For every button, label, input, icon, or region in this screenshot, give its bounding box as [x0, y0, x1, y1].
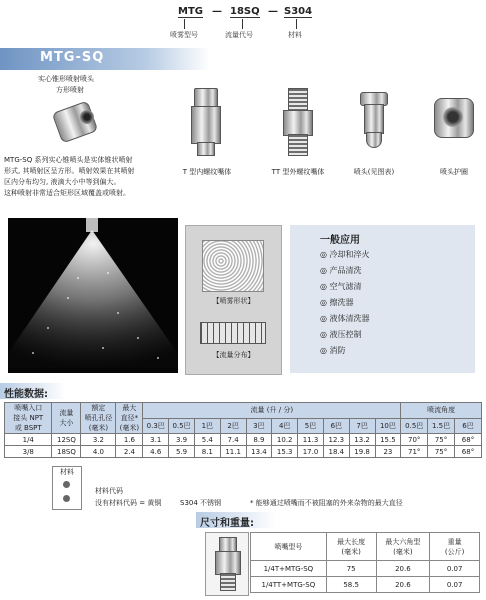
pressure-header: 2巴: [220, 418, 246, 434]
weight-header: 重量 (公斤): [430, 533, 480, 561]
table-cell: 75°: [428, 434, 455, 446]
table-cell: 19.8: [349, 446, 375, 458]
table-cell: 12SQ: [52, 434, 81, 446]
spray-photo: [8, 218, 178, 373]
flow-distribution-label: 【流量分布】: [212, 351, 255, 359]
table-cell: 2.4: [116, 446, 143, 458]
model-code-material: S304: [284, 6, 313, 17]
spray-tip-image: [358, 92, 388, 152]
assembly-drawing: [205, 532, 249, 596]
model-code-label: 材料: [288, 31, 302, 39]
tip-guard-image: [432, 96, 476, 140]
pressure-header: 5巴: [298, 418, 324, 434]
orifice-header: 额定 喷孔孔径 (毫米): [81, 403, 116, 434]
application-item: ◎ 空气滤清: [320, 282, 362, 291]
flow-distribution-graphic: [200, 322, 266, 344]
table-cell: 75: [326, 561, 376, 577]
material-code-note: 材料代码: [95, 487, 123, 495]
t-type-body-image: [188, 88, 222, 158]
length-header: 最大长度 (毫米): [326, 533, 376, 561]
model-code-tick: [242, 19, 243, 29]
bullet-icon: ◎: [320, 266, 327, 275]
table-cell: 18.4: [323, 446, 349, 458]
spray-cone-graphic: [8, 218, 178, 373]
table-cell: 8.1: [194, 446, 220, 458]
table-cell: 12.3: [323, 434, 349, 446]
table-cell: 4.6: [143, 446, 169, 458]
table-cell: 13.4: [246, 446, 272, 458]
bullet-icon: ◎: [320, 250, 327, 259]
model-code-dash: —: [212, 6, 222, 17]
table-cell: 8.9: [246, 434, 272, 446]
description-line: 这种喷射非常适合矩形区域覆盖或喷射。: [4, 189, 130, 197]
description-line: 区内分布均匀, 液滴大小中等到偏大。: [4, 178, 121, 186]
model-code-label: 流量代号: [225, 31, 253, 39]
model-code-tick: [184, 19, 185, 29]
no-code-note: 没有材料代码 = 黄铜: [95, 499, 162, 507]
dimensions-table: [250, 532, 480, 593]
table-cell: 13.2: [349, 434, 375, 446]
model-header: 喷嘴型号: [251, 533, 327, 561]
flow-size-header: 流量 大小: [52, 403, 81, 434]
performance-table: [4, 402, 482, 458]
dimensions-title: 尺寸和重量:: [200, 518, 254, 529]
pressure-header: 1巴: [194, 418, 220, 434]
table-cell: 70°: [401, 434, 428, 446]
application-item: ◎ 产品清洗: [320, 266, 362, 275]
table-cell: 15.3: [272, 446, 298, 458]
performance-title: 性能数据:: [4, 389, 48, 400]
angle-pressure-header: 6巴: [454, 418, 481, 434]
table-cell: 3.1: [143, 434, 169, 446]
brass-dot-icon: [63, 481, 70, 488]
application-item: ◎ 液体清洗器: [320, 314, 370, 323]
model-code: [170, 6, 370, 42]
table-cell: 3.2: [81, 434, 116, 446]
product-caption: 实心锥形喷射喷头: [38, 75, 94, 83]
bullet-icon: ◎: [320, 282, 327, 291]
table-cell: 15.5: [375, 434, 401, 446]
angle-pressure-header: 1.5巴: [428, 418, 455, 434]
table-cell: 71°: [401, 446, 428, 458]
pressure-header: 0.3巴: [143, 418, 169, 434]
table-row: [5, 446, 482, 458]
pressure-header: 7巴: [349, 418, 375, 434]
spray-shape-label: 【喷雾形状】: [212, 297, 255, 305]
performance-header-row: [5, 403, 482, 419]
tip-guard-caption: 喷头护圈: [440, 168, 468, 176]
angle-pressure-header: 0.5巴: [401, 418, 428, 434]
material-legend-box: [52, 466, 82, 510]
t-type-caption: T 型内螺纹嘴体: [182, 168, 232, 176]
table-row: [251, 561, 480, 577]
model-code-flow: 18SQ: [230, 6, 260, 17]
tt-type-caption: TT 型外螺纹嘴体: [271, 168, 325, 176]
table-cell: 1/4TT+MTG-SQ: [251, 577, 327, 593]
table-cell: 0.07: [430, 577, 480, 593]
mtg-sq-nozzle-image: [50, 98, 105, 148]
inlet-header: 喷嘴入口 接头 NPT 或 BSPT: [5, 403, 52, 434]
table-cell: 10.2: [272, 434, 298, 446]
pressure-header: 0.5巴: [169, 418, 195, 434]
spray-tip-caption: 喷头(见图表): [353, 168, 395, 176]
bullet-icon: ◎: [320, 298, 327, 307]
dimensions-header-row: [251, 533, 480, 561]
applications-panel: [290, 225, 475, 373]
table-cell: 1.6: [116, 434, 143, 446]
table-cell: 5.9: [169, 446, 195, 458]
table-cell: 23: [375, 446, 401, 458]
table-cell: 11.3: [298, 434, 324, 446]
material-label: 材料: [60, 468, 74, 476]
table-cell: 20.6: [376, 561, 430, 577]
pressure-header: 10巴: [375, 418, 401, 434]
table-cell: 1/4: [5, 434, 52, 446]
free-passage-header: 最大 直径* (毫米): [116, 403, 143, 434]
description-line: 形式, 其喷射区呈方形。喷射效果在其喷射: [4, 167, 135, 175]
section-header-bar: [0, 48, 210, 70]
table-cell: 3/8: [5, 446, 52, 458]
bullet-icon: ◎: [320, 314, 327, 323]
table-cell: 75°: [428, 446, 455, 458]
table-row: [5, 434, 482, 446]
applications-list: [320, 249, 370, 361]
table-row: [251, 577, 480, 593]
table-cell: 68°: [454, 434, 481, 446]
model-code-label: 喷雾型号: [170, 31, 198, 39]
angle-group-header: 喷流角度: [401, 403, 482, 419]
footnote: * 能够通过喷嘴而不被阻塞的外来杂物的最大直径: [250, 499, 403, 507]
application-item: ◎ 液压控制: [320, 330, 362, 339]
description-line: MTG-SQ 系列实心锥喷头是实体锥状喷射: [4, 156, 133, 164]
flow-group-header: 流量 (升 / 分): [143, 403, 401, 419]
table-cell: 3.9: [169, 434, 195, 446]
s304-note: S304 不锈钢: [180, 499, 222, 507]
product-caption: 方形喷射: [56, 86, 84, 94]
model-code-dash: —: [268, 6, 278, 17]
model-code-series: MTG: [178, 6, 203, 17]
table-cell: 58.5: [326, 577, 376, 593]
table-cell: 17.0: [298, 446, 324, 458]
table-cell: 68°: [454, 446, 481, 458]
application-item: ◎ 冷却和淬火: [320, 250, 370, 259]
applications-title: 一般应用: [320, 235, 360, 246]
page-title: MTG-SQ: [40, 50, 105, 65]
table-cell: 5.4: [194, 434, 220, 446]
model-code-tick: [296, 19, 297, 29]
table-cell: 4.0: [81, 446, 116, 458]
bullet-icon: ◎: [320, 330, 327, 339]
table-cell: 20.6: [376, 577, 430, 593]
pressure-header: 6巴: [323, 418, 349, 434]
spray-pattern-inset: [185, 225, 282, 375]
hex-header: 最大六角型 (毫米): [376, 533, 430, 561]
table-cell: 1/4T+MTG-SQ: [251, 561, 327, 577]
table-cell: 18SQ: [52, 446, 81, 458]
pressure-header: 3巴: [246, 418, 272, 434]
table-cell: 11.1: [220, 446, 246, 458]
tt-type-body-image: [280, 88, 314, 158]
table-cell: 0.07: [430, 561, 480, 577]
bullet-icon: ◎: [320, 346, 327, 355]
application-item: ◎ 擦洗器: [320, 298, 354, 307]
stainless-dot-icon: [63, 495, 70, 502]
application-item: ◎ 消防: [320, 346, 346, 355]
table-cell: 7.4: [220, 434, 246, 446]
pressure-header: 4巴: [272, 418, 298, 434]
spray-shape-square: [202, 240, 264, 292]
